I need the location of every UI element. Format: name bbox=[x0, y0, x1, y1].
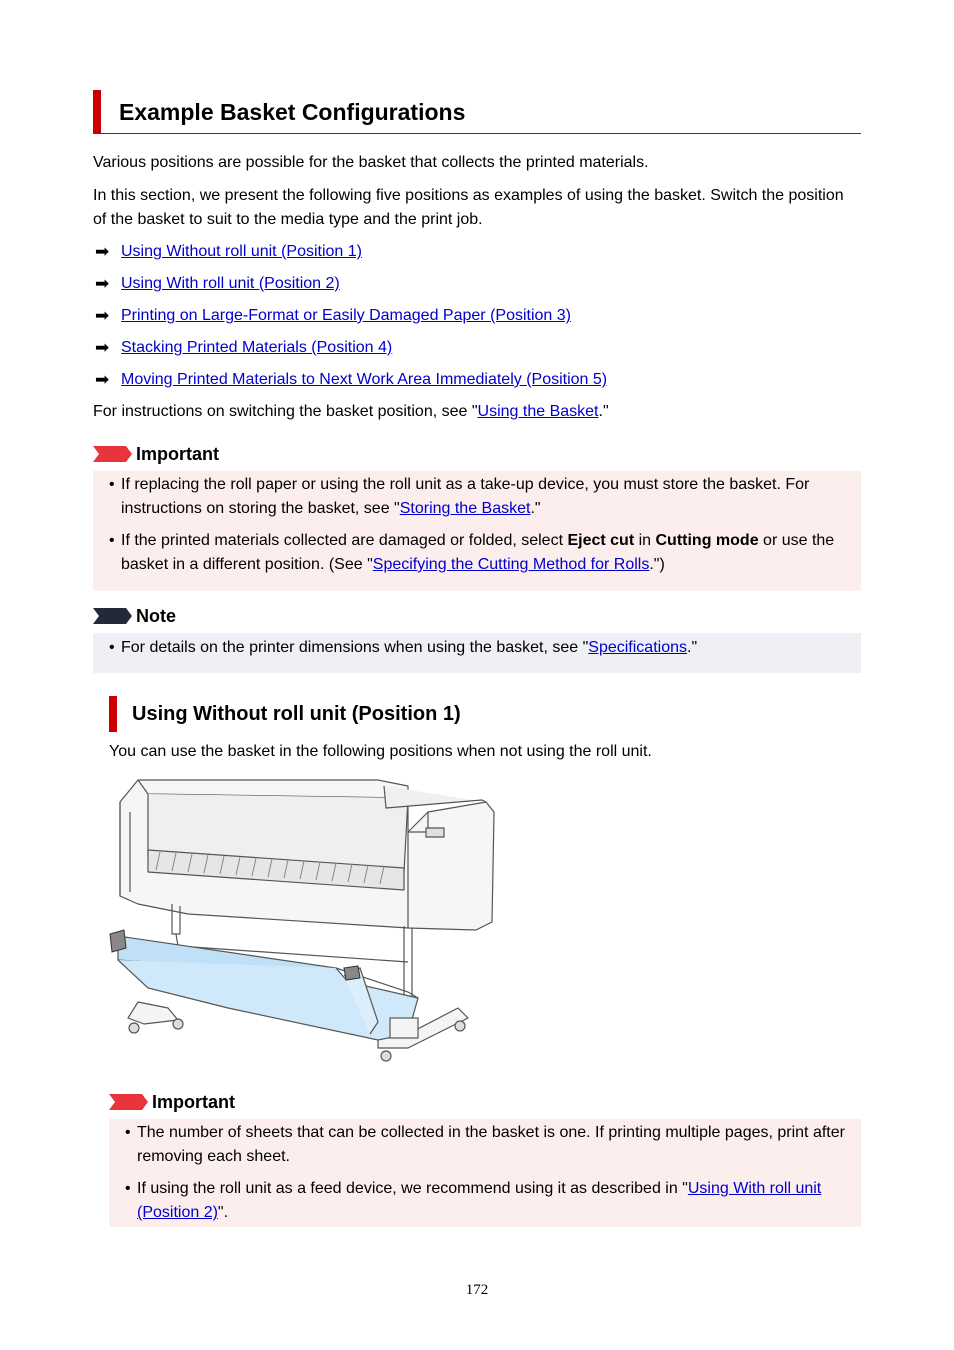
important-chevrons-icon bbox=[109, 1094, 149, 1110]
note-header bbox=[93, 604, 393, 628]
printer-basket-illustration bbox=[108, 772, 496, 1076]
position-3-link[interactable]: Printing on Large-Format or Easily Damaged Paper (Position 3) bbox=[121, 307, 571, 324]
arrow-icon: ➡ bbox=[95, 370, 110, 389]
storing-the-basket-link[interactable]: Storing the Basket bbox=[399, 500, 531, 517]
important-2-item-2: If using the roll unit as a feed device, we recommend using it as described in "Using With roll unit (Position 2)". bbox=[137, 1180, 822, 1221]
important-item-1: If replacing the roll paper or using the roll unit as a take-up device, you must store the basket. For instructions on storing the basket, see "Storing the Basket." bbox=[121, 476, 810, 517]
instructions-paragraph: For instructions on switching the basket position, see "Using the Basket." bbox=[93, 403, 609, 420]
using-the-basket-link[interactable]: Using the Basket bbox=[477, 403, 599, 420]
note-title: Note bbox=[136, 606, 176, 626]
important-box-2: • The number of sheets that can be collected in the basket is one. If printing multiple pages, print after removing each sheet. • If using the roll unit as a feed device, we recommend using it as described in "Using With roll unit (Position 2)". bbox=[109, 1119, 861, 1227]
note-box: • For details on the printer dimensions when using the basket, see "Specifications." bbox=[93, 633, 861, 673]
specifications-link[interactable]: Specifications bbox=[588, 639, 687, 656]
note-item: For details on the printer dimensions when using the basket, see "Specifications." bbox=[121, 639, 698, 656]
important-box: • If replacing the roll paper or using the roll unit as a take-up device, you must store the basket. For instructions on storing the basket, see "Storing the Basket." • If the printed materials collected are damaged or folded, select Eject cut in Cutting mode or use the basket in a different position. (See "Specifying the Cutting Method for Rolls.") bbox=[93, 471, 861, 591]
important-header bbox=[93, 442, 393, 466]
intro-paragraph-2: In this section, we present the following five positions as examples of using the basket. Switch the position of the basket to suit to the media type and the print job. bbox=[93, 187, 844, 228]
important-2-item-1: The number of sheets that can be collected in the basket is one. If printing multiple pages, print after removing each sheet. bbox=[137, 1124, 845, 1165]
position-1-link[interactable]: Using Without roll unit (Position 1) bbox=[121, 243, 362, 260]
important-header-2 bbox=[109, 1090, 409, 1114]
cutting-method-link[interactable]: Specifying the Cutting Method for Rolls bbox=[372, 556, 650, 573]
important-item-2: If the printed materials collected are damaged or folded, select Eject cut in Cutting mode or use the basket in a different position. (See "Specifying the Cutting Method for Rolls.") bbox=[121, 532, 835, 573]
page-heading bbox=[93, 90, 861, 134]
arrow-icon: ➡ bbox=[95, 306, 110, 325]
page-number: 172 bbox=[465, 1282, 489, 1298]
heading-accent-bar bbox=[93, 90, 101, 133]
position-2-inline-link[interactable]: Using With roll unit (Position 2) bbox=[137, 1180, 822, 1221]
arrow-icon: ➡ bbox=[95, 338, 110, 357]
section-paragraph: You can use the basket in the following positions when not using the roll unit. bbox=[109, 743, 652, 760]
important-title-2: Important bbox=[152, 1092, 235, 1112]
intro-paragraph-1: Various positions are possible for the basket that collects the printed materials. bbox=[93, 154, 649, 171]
important-chevrons-icon bbox=[93, 446, 133, 462]
note-chevrons-icon bbox=[93, 608, 133, 624]
position-4-link[interactable]: Stacking Printed Materials (Position 4) bbox=[121, 339, 393, 356]
section-title: Using Without roll unit (Position 1) bbox=[132, 703, 461, 725]
position-5-link[interactable]: Moving Printed Materials to Next Work Area Immediately (Position 5) bbox=[121, 371, 608, 388]
section-accent-bar bbox=[109, 696, 117, 732]
position-2-link[interactable]: Using With roll unit (Position 2) bbox=[121, 275, 340, 292]
important-title: Important bbox=[136, 444, 219, 464]
arrow-icon: ➡ bbox=[95, 274, 110, 293]
page-title: Example Basket Configurations bbox=[119, 99, 466, 125]
arrow-icon: ➡ bbox=[95, 242, 110, 261]
